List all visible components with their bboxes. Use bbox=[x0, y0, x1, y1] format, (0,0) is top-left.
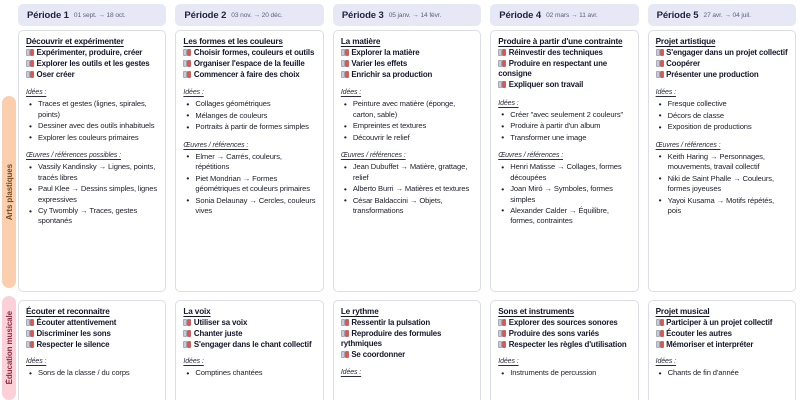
period-pill-2 bbox=[175, 4, 323, 26]
idea-item: • Dessiner avec des outils inhabituels bbox=[28, 121, 158, 131]
competence-text: Produire des sons variés bbox=[508, 328, 599, 338]
competence-item bbox=[341, 318, 473, 328]
competence-item bbox=[656, 48, 788, 58]
work-item: • Elmer → Carrés, couleurs, répétitions bbox=[185, 152, 315, 173]
competence-text: Expliquer son travail bbox=[508, 80, 584, 90]
competence-item bbox=[498, 48, 630, 58]
work-item: • Vassily Kandinsky → Lignes, points, tracés libres bbox=[28, 162, 158, 183]
ideas-list bbox=[26, 368, 158, 378]
book-icon bbox=[341, 60, 349, 67]
competence-text: Écouter attentivement bbox=[36, 318, 117, 327]
competence-text: Utiliser sa voix bbox=[193, 318, 248, 327]
competence-text: Varier les effets bbox=[351, 58, 408, 68]
work-item: • Joan Miró → Symboles, formes simples bbox=[500, 184, 630, 205]
competence-item bbox=[26, 70, 158, 80]
idea-item: • Portraits à partir de formes simples bbox=[185, 122, 315, 132]
idea-item: • Traces et gestes (lignes, spirales, points) bbox=[28, 99, 158, 120]
card-title: Découvrir et expérimenter bbox=[26, 37, 124, 46]
competence-text: Chanter juste bbox=[193, 328, 243, 338]
competence-item bbox=[183, 329, 315, 339]
ideas-label: Idées : bbox=[183, 89, 204, 97]
competence-text: Choisir formes, couleurs et outils bbox=[193, 48, 315, 57]
competence-item bbox=[498, 318, 630, 328]
book-icon bbox=[183, 330, 191, 337]
competence-list bbox=[183, 48, 315, 80]
competence-text: Respecter le silence bbox=[36, 339, 110, 349]
ideas-list bbox=[183, 99, 315, 132]
ideas-list bbox=[183, 368, 315, 378]
book-icon bbox=[26, 49, 34, 56]
card-title: Les formes et les couleurs bbox=[183, 37, 283, 46]
works-label: Œuvres / références : bbox=[498, 152, 564, 160]
book-icon bbox=[183, 71, 191, 78]
works-list bbox=[341, 162, 473, 216]
idea-item: • Décors de classe bbox=[658, 111, 788, 121]
competence-item bbox=[26, 59, 158, 69]
idea-item: • Chants de fin d'année bbox=[658, 368, 788, 378]
book-icon bbox=[498, 60, 506, 67]
competence-item bbox=[26, 329, 158, 339]
competence-text: Réinvestir des techniques bbox=[508, 48, 603, 57]
book-icon bbox=[498, 341, 506, 348]
book-icon bbox=[341, 49, 349, 56]
book-icon bbox=[26, 319, 34, 326]
works-label: Œuvres / références : bbox=[655, 141, 721, 149]
competence-item bbox=[183, 48, 315, 58]
competence-text: Explorer la matière bbox=[351, 48, 420, 57]
period-dates: 05 janv. → 14 févr. bbox=[388, 11, 442, 19]
ideas-list bbox=[656, 99, 788, 132]
card-title: Écouter et reconnaitre bbox=[26, 307, 110, 316]
book-icon bbox=[26, 71, 34, 78]
arts-plastiques-card-row bbox=[18, 30, 796, 292]
period-header-row bbox=[18, 4, 796, 26]
idea-item: • Mélanges de couleurs bbox=[185, 111, 315, 121]
works-list bbox=[656, 152, 788, 217]
competence-item bbox=[498, 329, 630, 339]
competence-item bbox=[183, 70, 315, 80]
competence-item bbox=[341, 350, 473, 360]
competence-list bbox=[656, 48, 788, 80]
ideas-list bbox=[26, 99, 158, 143]
competence-text: Ressentir la pulsation bbox=[351, 318, 431, 327]
book-icon bbox=[498, 49, 506, 56]
ideas-label: Idées : bbox=[340, 89, 362, 97]
idea-item: • Découvrir le relief bbox=[343, 133, 473, 143]
card-title: Projet musical bbox=[655, 307, 710, 316]
work-item: • Sonia Delaunay → Cercles, couleurs vives bbox=[185, 196, 315, 217]
period-name: Période 3 bbox=[341, 9, 384, 21]
competence-text: Explorer des sources sonores bbox=[508, 318, 618, 327]
card-title: La voix bbox=[183, 307, 211, 316]
competence-item bbox=[656, 318, 788, 328]
competence-text: Enrichir sa production bbox=[351, 69, 433, 79]
ideas-label: Idées : bbox=[655, 358, 676, 366]
book-icon bbox=[498, 330, 506, 337]
period-dates: 03 nov. → 20 déc. bbox=[231, 11, 283, 19]
competence-item bbox=[656, 70, 788, 80]
book-icon bbox=[341, 351, 349, 358]
education-musicale-card-row bbox=[18, 300, 796, 400]
works-list bbox=[498, 162, 630, 227]
ideas-label: Idées : bbox=[498, 358, 519, 366]
competence-text: Coopérer bbox=[666, 58, 701, 68]
subject-rail-education-musicale bbox=[2, 296, 16, 400]
competence-item bbox=[498, 80, 630, 90]
work-item: • Niki de Saint Phalle → Couleurs, formes joyeuses bbox=[658, 174, 788, 195]
work-item: • Alexander Calder → Équilibre, formes, contraintes bbox=[500, 206, 630, 227]
subject-label: Éducation musicale bbox=[4, 311, 14, 385]
competence-list bbox=[656, 318, 788, 350]
competence-text: Participer à un projet collectif bbox=[666, 318, 773, 327]
arts-card-periode-1 bbox=[18, 30, 166, 292]
book-icon bbox=[656, 71, 664, 78]
competence-list bbox=[498, 48, 630, 91]
idea-item: • Créer "avec seulement 2 couleurs" bbox=[500, 110, 630, 120]
book-icon bbox=[26, 330, 34, 337]
book-icon bbox=[656, 341, 664, 348]
competence-text: Respecter les règles d'utilisation bbox=[508, 339, 627, 349]
period-pill-1 bbox=[18, 4, 166, 26]
ideas-label: Idées : bbox=[183, 358, 204, 366]
work-item: • Piet Mondrian → Formes géométriques et couleurs primaires bbox=[185, 174, 315, 195]
ideas-list bbox=[656, 368, 788, 378]
works-list bbox=[26, 162, 158, 227]
competence-text: Expérimenter, produire, créer bbox=[36, 48, 143, 57]
competence-text: Écouter les autres bbox=[666, 328, 732, 338]
competence-list bbox=[26, 48, 158, 80]
competence-item bbox=[656, 329, 788, 339]
competence-list bbox=[183, 318, 315, 350]
competence-item bbox=[26, 340, 158, 350]
book-icon bbox=[656, 330, 664, 337]
music-card-periode-2 bbox=[175, 300, 323, 400]
work-item: • Alberto Burri → Matières et textures bbox=[343, 184, 473, 194]
book-icon bbox=[341, 71, 349, 78]
idea-item: • Explorer les couleurs primaires bbox=[28, 133, 158, 143]
competence-item bbox=[26, 48, 158, 58]
idea-item: • Collages géométriques bbox=[185, 99, 315, 109]
competence-item bbox=[183, 340, 315, 350]
period-pill-3 bbox=[333, 4, 481, 26]
competence-list bbox=[341, 318, 473, 361]
work-item: • Keith Haring → Personnages, mouvements, travail collectif bbox=[658, 152, 788, 173]
card-title: Le rythme bbox=[340, 307, 379, 316]
period-dates: 27 avr. → 04 juil. bbox=[703, 11, 751, 19]
ideas-label: Idées : bbox=[340, 368, 362, 376]
competence-item bbox=[183, 59, 315, 69]
book-icon bbox=[498, 319, 506, 326]
competence-text: Mémoriser et interpréter bbox=[666, 339, 754, 349]
period-name: Période 4 bbox=[499, 9, 542, 21]
competence-item bbox=[341, 59, 473, 69]
work-item: • Henri Matisse → Collages, formes découpées bbox=[500, 162, 630, 183]
arts-card-periode-2 bbox=[175, 30, 323, 292]
book-icon bbox=[26, 341, 34, 348]
works-list bbox=[183, 152, 315, 217]
competence-text: Discriminer les sons bbox=[36, 328, 111, 338]
competence-item bbox=[656, 340, 788, 350]
idea-item: • Fresque collective bbox=[658, 99, 788, 109]
period-pill-4 bbox=[490, 4, 638, 26]
book-icon bbox=[498, 81, 506, 88]
competence-text: Commencer à faire des choix bbox=[193, 69, 300, 79]
ideas-list bbox=[498, 368, 630, 378]
competence-list bbox=[26, 318, 158, 350]
ideas-label: Idées : bbox=[498, 99, 519, 107]
idea-item: • Peinture avec matière (éponge, carton, sable) bbox=[343, 99, 473, 120]
ideas-label: Idées : bbox=[26, 89, 47, 97]
ideas-label: Idées : bbox=[26, 358, 47, 366]
card-title: Produire à partir d'une contrainte bbox=[498, 37, 623, 46]
book-icon bbox=[656, 60, 664, 67]
works-label: Œuvres / références : bbox=[183, 141, 249, 149]
idea-item: • Instruments de percussion bbox=[500, 368, 630, 378]
arts-card-periode-5 bbox=[648, 30, 796, 292]
competence-text: Organiser l'espace de la feuille bbox=[193, 58, 305, 68]
period-pill-5 bbox=[648, 4, 796, 26]
competence-text: S'engager dans le chant collectif bbox=[193, 339, 312, 349]
competence-item bbox=[656, 59, 788, 69]
competence-list bbox=[498, 318, 630, 350]
competence-text: Reproduire des formules rythmiques bbox=[340, 328, 442, 349]
competence-item bbox=[498, 340, 630, 350]
card-title: Sons et instruments bbox=[498, 307, 575, 316]
idea-item: • Exposition de productions bbox=[658, 122, 788, 132]
subject-label: Arts plastiques bbox=[4, 163, 14, 221]
competence-text: Explorer les outils et les gestes bbox=[36, 58, 150, 68]
idea-item: • Produire à partir d'un album bbox=[500, 121, 630, 131]
book-icon bbox=[183, 49, 191, 56]
idea-item: • Sons de la classe / du corps bbox=[28, 368, 158, 378]
work-item: • Jean Dubuffet → Matière, grattage, relief bbox=[343, 162, 473, 183]
arts-card-periode-3 bbox=[333, 30, 481, 292]
period-dates: 01 sept. → 18 oct. bbox=[73, 11, 126, 19]
subject-rail-arts-plastiques bbox=[2, 96, 16, 288]
period-name: Période 1 bbox=[27, 9, 69, 21]
period-dates: 02 mars → 11 avr. bbox=[546, 11, 598, 19]
idea-item: • Comptines chantées bbox=[185, 368, 315, 378]
card-title: La matière bbox=[340, 37, 381, 46]
ideas-list bbox=[498, 110, 630, 143]
book-icon bbox=[183, 341, 191, 348]
competence-item bbox=[341, 48, 473, 58]
music-card-periode-5 bbox=[648, 300, 796, 400]
music-card-periode-3 bbox=[333, 300, 481, 400]
period-name: Période 5 bbox=[656, 9, 699, 21]
competence-text: Se coordonner bbox=[351, 350, 406, 360]
competence-item bbox=[341, 329, 473, 350]
work-item: • Cy Twombly → Traces, gestes spontanés bbox=[28, 206, 158, 227]
ideas-label: Idées : bbox=[655, 89, 676, 97]
idea-item: • Empreintes et textures bbox=[343, 121, 473, 131]
period-name: Période 2 bbox=[184, 9, 227, 21]
competence-item bbox=[498, 59, 630, 80]
competence-list bbox=[341, 48, 473, 80]
works-label: Œuvres / références : bbox=[340, 152, 406, 160]
book-icon bbox=[656, 49, 664, 56]
book-icon bbox=[183, 319, 191, 326]
competence-item bbox=[26, 318, 158, 328]
work-item: • Yayoi Kusama → Motifs répétés, pois bbox=[658, 196, 788, 217]
work-item: • César Baldaccini → Objets, transformations bbox=[343, 196, 473, 217]
competence-text: Produire en respectant une consigne bbox=[498, 58, 607, 79]
competence-text: Présenter une production bbox=[666, 69, 759, 79]
competence-text: Oser créer bbox=[36, 69, 75, 79]
music-card-periode-1 bbox=[18, 300, 166, 400]
idea-item: • Transformer une image bbox=[500, 133, 630, 143]
book-icon bbox=[341, 319, 349, 326]
arts-card-periode-4 bbox=[490, 30, 638, 292]
works-label: Œuvres / références possibles : bbox=[26, 152, 121, 160]
book-icon bbox=[183, 60, 191, 67]
book-icon bbox=[656, 319, 664, 326]
music-card-periode-4 bbox=[490, 300, 638, 400]
book-icon bbox=[26, 60, 34, 67]
competence-item bbox=[183, 318, 315, 328]
card-title: Projet artistique bbox=[655, 37, 716, 46]
ideas-list bbox=[341, 99, 473, 143]
book-icon bbox=[341, 330, 349, 337]
competence-text: S'engager dans un projet collectif bbox=[666, 48, 788, 57]
work-item: • Paul Klee → Dessins simples, lignes expressives bbox=[28, 184, 158, 205]
competence-item bbox=[341, 70, 473, 80]
